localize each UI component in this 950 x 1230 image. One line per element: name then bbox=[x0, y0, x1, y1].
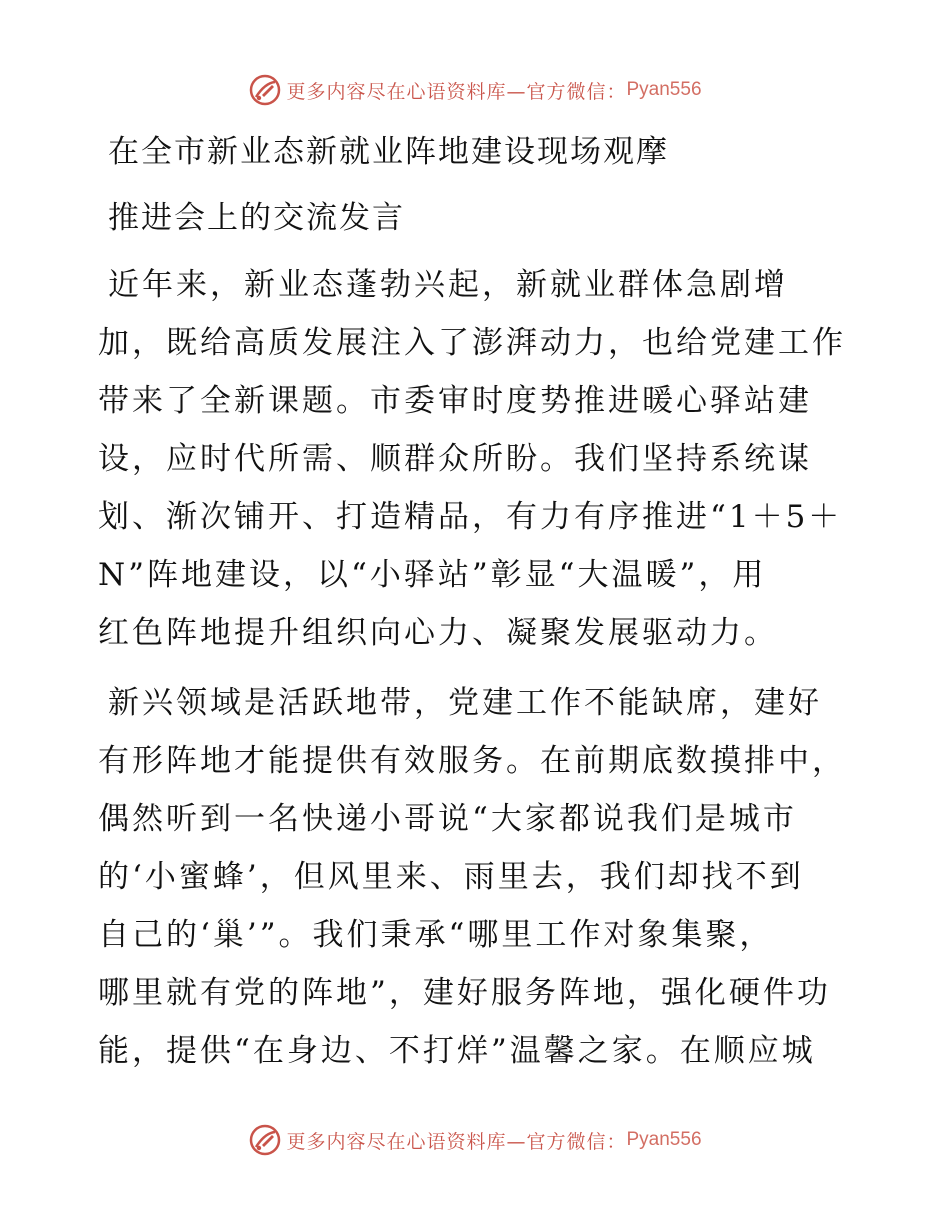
header-watermark-text: 更多内容尽在心语资料库—官方微信： bbox=[286, 80, 627, 103]
paragraph-2-line: 新兴领域是活跃地带，党建工作不能缺席，建好 bbox=[108, 685, 822, 721]
footer-watermark-wechat: Pyan556 bbox=[626, 1129, 702, 1150]
paragraph-1-line: N”阵地建设，以“小驿站”彰显“大温暖”，用 bbox=[98, 557, 767, 593]
footer-watermark-text: 更多内容尽在心语资料库—官方微信： bbox=[286, 1130, 627, 1153]
paragraph-1-line: 加，既给高质发展注入了澎湃动力，也给党建工作 bbox=[98, 325, 846, 361]
paragraph-1-line: 设，应时代所需、顺群众所盼。我们坚持系统谋 bbox=[98, 441, 812, 477]
paragraph-2-line: 偶然听到一名快递小哥说“大家都说我们是城市 bbox=[98, 801, 797, 837]
paragraph-1-line: 带来了全新课题。市委审时度势推进暖心驿站建 bbox=[98, 383, 812, 419]
document-title-line-2: 推进会上的交流发言 bbox=[108, 200, 405, 236]
document-title-line-1: 在全市新业态新就业阵地建设现场观摩 bbox=[108, 134, 669, 170]
paragraph-2-line: 自己的‘巢’”。我们秉承“哪里工作对象集聚， bbox=[98, 917, 774, 953]
paragraph-2-line: 能，提供“在身边、不打烊”温馨之家。在顺应城 bbox=[98, 1033, 816, 1069]
pen-logo-icon bbox=[248, 73, 282, 107]
header-watermark-wechat: Pyan556 bbox=[626, 79, 702, 100]
paragraph-1 bbox=[98, 256, 858, 662]
paragraph-2-line: 的‘小蜜蜂’，但风里来、雨里去，我们却找不到 bbox=[98, 859, 804, 895]
paragraph-2-line: 有形阵地才能提供有效服务。在前期底数摸排中， bbox=[98, 743, 846, 779]
footer-watermark bbox=[0, 1120, 950, 1160]
header-watermark bbox=[0, 70, 950, 110]
paragraph-2 bbox=[98, 674, 858, 1080]
paragraph-2-line: 哪里就有党的阵地”，建好服务阵地，强化硬件功 bbox=[98, 975, 831, 1011]
document-body bbox=[98, 124, 858, 1080]
paragraph-1-line: 红色阵地提升组织向心力、凝聚发展驱动力。 bbox=[98, 615, 778, 651]
pen-logo-icon bbox=[248, 1123, 282, 1157]
paragraph-1-line: 划、渐次铺开、打造精品，有力有序推进“1＋5＋ bbox=[98, 499, 843, 535]
paragraph-1-line: 近年来，新业态蓬勃兴起，新就业群体急剧增 bbox=[108, 267, 788, 303]
